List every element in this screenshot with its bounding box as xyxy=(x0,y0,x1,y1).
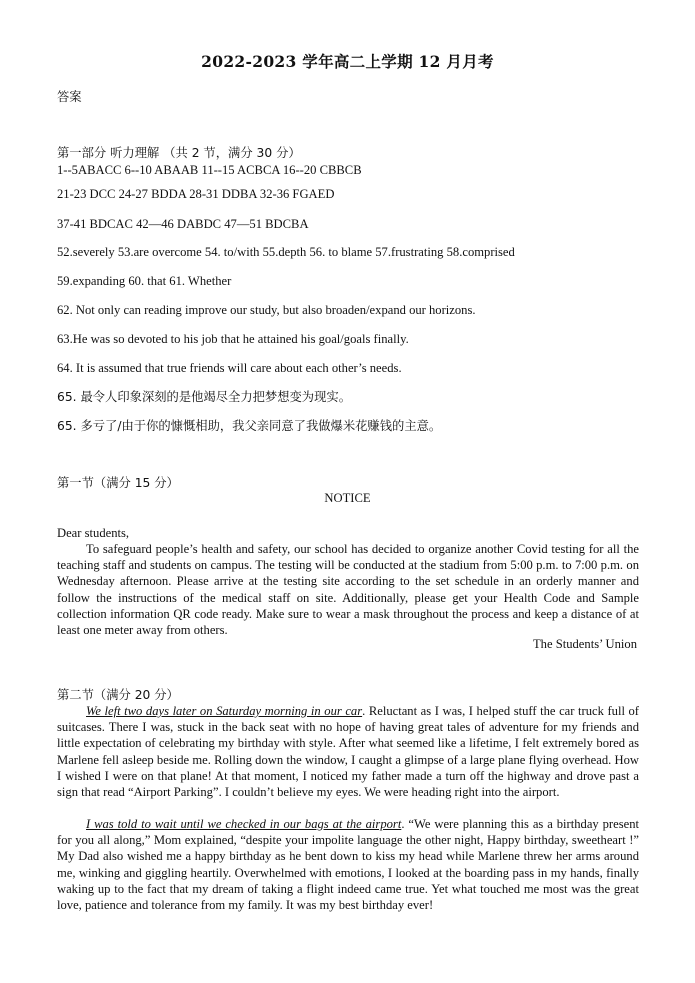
story-text: . Reluctant as I was, I helped stuff the car truck full of suitcases. There I was, stuck in the back seat with no hope of having great tales of adventure for my friends and little expectation of celebrating my birthday with style. After what seemed like a lifetime, I felt extremely bored as Marlene fell asleep beside me. Rolling down the window, I caught a glimpse of a large plane flying overhead. How I wished I were on that plane! At that moment, I noticed my father made a turn off the highway and drove past a sign that read “Airport Parking”. I couldn’t believe my eyes. We were heading right into the airport. xyxy=(57,704,640,800)
section2-heading: 第二节（满分 20 分） xyxy=(57,688,179,702)
story-paragraph-1 xyxy=(57,703,639,800)
translation-line: 65. 最令人印象深刻的是他竭尽全力把梦想变为现实。 xyxy=(57,390,351,404)
part1-heading: 第一部分 听力理解 （共 2 节，满分 30 分） xyxy=(57,146,301,160)
answer-line: 21-23 DCC 24-27 BDDA 28-31 DDBA 32-36 FGAED xyxy=(57,187,335,201)
translation-line: 65. 多亏了/由于你的慷慨相助，我父亲同意了我做爆米花赚钱的主意。 xyxy=(57,419,442,433)
answer-line: 62. Not only can reading improve our study, but also broaden/expand our horizons. xyxy=(57,303,476,317)
notice-title: NOTICE xyxy=(324,491,371,505)
answer-line: 64. It is assumed that true friends will care about each other’s needs. xyxy=(57,361,402,375)
story-opening-sentence: I was told to wait until we checked in our bags at the airport xyxy=(86,817,402,831)
answer-label: 答案 xyxy=(57,90,82,104)
answer-line: 63.He was so devoted to his job that he attained his goal/goals finally. xyxy=(57,332,409,346)
answer-line: 59.expanding 60. that 61. Whether xyxy=(57,274,232,288)
story-paragraph-2 xyxy=(57,816,639,913)
notice-greeting: Dear students, xyxy=(57,526,130,540)
answer-line: 52.severely 53.are overcome 54. to/with 55.depth 56. to blame 57.frustrating 58.comprised xyxy=(57,245,515,259)
notice-signature: The Students’ Union xyxy=(532,637,637,651)
answer-line: 37-41 BDCAC 42—46 DABDC 47—51 BDCBA xyxy=(57,217,309,231)
section1-heading: 第一节（满分 15 分） xyxy=(57,476,179,490)
page-title: 2022-2023 学年高二上学期 12 月月考 xyxy=(201,52,494,71)
notice-body: To safeguard people’s health and safety, our school has decided to organize another Covid testing for all the teaching staff and students on campus. The testing will be conducted at the stadium from 5:00 p.m. to 7:00 p.m. on Wednesday afternoon. Please arrive at the testing site according to the set schedule in an orderly manner and follow the instructions of the medical staff on site. Additionally, please get your Health Code and Sample collection information QR code ready. Make sure to wear a mask throughout the process and keep a distance of at least one meter away from others. xyxy=(57,542,639,638)
answer-line: 1--5ABACC 6--10 ABAAB 11--15 ACBCA 16--20 CBBCB xyxy=(57,163,362,177)
story-text: . “We were planning this as a birthday present for you all along,” Mom explained, “despite your impolite language the other night, Happy birthday, sweetheart !” My Dad also wished me a happy birthday as he bent down to kiss my head while Marlene threw her arms around me, winking and giggling heartily. Overwhelmed with emotions, I looked at the boarding pass in my hands, finally waking up to the fact that my dream of taking a flight indeed came true. Yet what touched me most was the great love, patience and tolerance from my family. It was my best birthday ever! xyxy=(57,817,639,913)
story-opening-sentence: We left two days later on Saturday morning in our car xyxy=(86,704,363,718)
